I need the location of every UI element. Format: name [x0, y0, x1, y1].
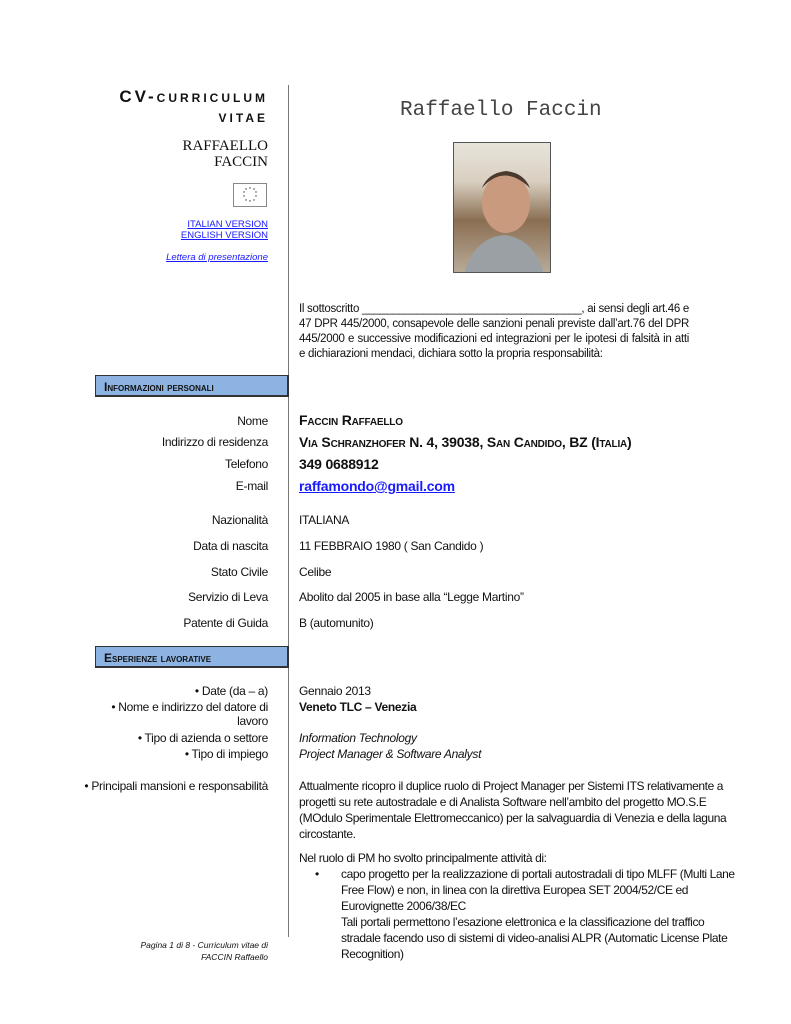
italian-version-link[interactable]: ITALIAN VERSION	[187, 219, 268, 230]
footer-line-2: FACCIN Raffaello	[201, 952, 268, 962]
section-header-work-experience: Esperienze lavorative	[95, 646, 289, 668]
label-duties: • Principali mansioni e responsabilità	[84, 779, 268, 793]
value-name: Faccin Raffaello	[299, 412, 403, 428]
value-address: Via Schranzhofer N. 4, 39038, San Candido, BZ (Italia)	[299, 434, 632, 450]
label-employer-cont: lavoro	[237, 714, 268, 728]
label-nationality: Nazionalità	[211, 513, 268, 527]
label-email: E-mail	[235, 479, 268, 493]
label-role: • Tipo di impiego	[184, 747, 268, 761]
sidebar-name-first: RAFFAELLO	[182, 138, 268, 154]
value-role: Project Manager & Software Analyst	[299, 747, 482, 761]
label-sector: • Tipo di azienda o settore	[137, 731, 268, 745]
sidebar-name	[182, 138, 268, 170]
label-name: Nome	[237, 414, 268, 428]
duties-intro: Nel ruolo di PM ho svolto principalmente attività di:	[299, 851, 547, 865]
label-employer: • Nome e indirizzo del datore di	[111, 700, 268, 714]
cv-title-curriculum: CURRICULUM	[156, 91, 268, 105]
label-driving-license: Patente di Guida	[183, 616, 268, 630]
cv-title-abbrev: CV-	[119, 87, 157, 106]
email-link[interactable]: raffamondo@gmail.com	[299, 478, 455, 494]
cv-title-vitae: VITAE	[218, 111, 268, 125]
duties-block	[299, 778, 744, 962]
english-version-link[interactable]: ENGLISH VERSION	[180, 230, 268, 241]
label-marital-status: Stato Civile	[210, 565, 268, 579]
duties-bullet: capo progetto per la realizzazione di portali autostradali di tipo MLFF (Multi Lane Free Flow) e non, in linea con la direttiva Europea SET 2004/52/CE ed Eurovignette 2006/38/EC	[341, 867, 735, 913]
label-address: Indirizzo di residenza	[161, 435, 268, 449]
value-birth-date: 11 FEBBRAIO 1980 ( San Candido )	[299, 539, 484, 553]
profile-photo	[453, 142, 551, 273]
value-sector: Information Technology	[299, 731, 417, 745]
value-phone: 349 0688912	[299, 456, 379, 472]
section-header-personal-info: Informazioni personali	[95, 375, 289, 397]
duties-bullet-item	[299, 866, 744, 962]
value-marital-status: Celibe	[299, 565, 332, 579]
cv-title	[119, 87, 268, 125]
value-nationality: ITALIANA	[299, 513, 350, 527]
page-footer	[140, 939, 268, 963]
value-employer: Veneto TLC – Venezia	[299, 700, 417, 714]
declaration-text: Il sottoscritto ____________________________________, ai sensi degli art.46 e 47 DPR 445/2000, consapevole delle sanzioni penali previste dall’art.76 del DPR 445/2000 e successive modificazioni ed integrazioni per le ipotesi di falsità in atti e dichiarazioni mendaci, dichiara sotto la propria responsabilità:	[299, 303, 689, 360]
label-military-service: Servizio di Leva	[188, 590, 268, 604]
duties-paragraph: Attualmente ricopro il duplice ruolo di Project Manager per Sistemi ITS relativamente a progetti su rete autostradale e di Analista Software nell’ambito del progetto MO.S.E (MOdulo Sperimentale Elettromeccanico) per la salvaguardia di Venezia e della laguna circostante.	[299, 779, 727, 841]
label-birth-date: Data di nascita	[193, 539, 268, 553]
value-military-service: Abolito dal 2005 in base alla “Legge Martino”	[299, 590, 524, 604]
eu-flag-icon	[233, 183, 267, 207]
duties-bullet-continuation: Tali portali permettono l’esazione elettronica e la classificazione del traffico stradale facendo uso di sistemi di video-analisi ALPR (Automatic License Plate Recognition)	[341, 915, 728, 961]
header-name: Raffaello Faccin	[400, 99, 602, 122]
cover-letter-link[interactable]: Lettera di presentazione	[166, 252, 268, 263]
column-divider	[288, 85, 289, 937]
value-dates: Gennaio 2013	[299, 684, 371, 698]
footer-line-1: Pagina 1 di 8 - Curriculum vitae di	[140, 940, 268, 950]
label-dates: • Date (da – a)	[194, 684, 268, 698]
value-driving-license: B (automunito)	[299, 616, 374, 630]
bullet-icon: •	[315, 867, 319, 881]
label-phone: Telefono	[225, 457, 268, 471]
sidebar-name-last: FACCIN	[214, 154, 268, 170]
